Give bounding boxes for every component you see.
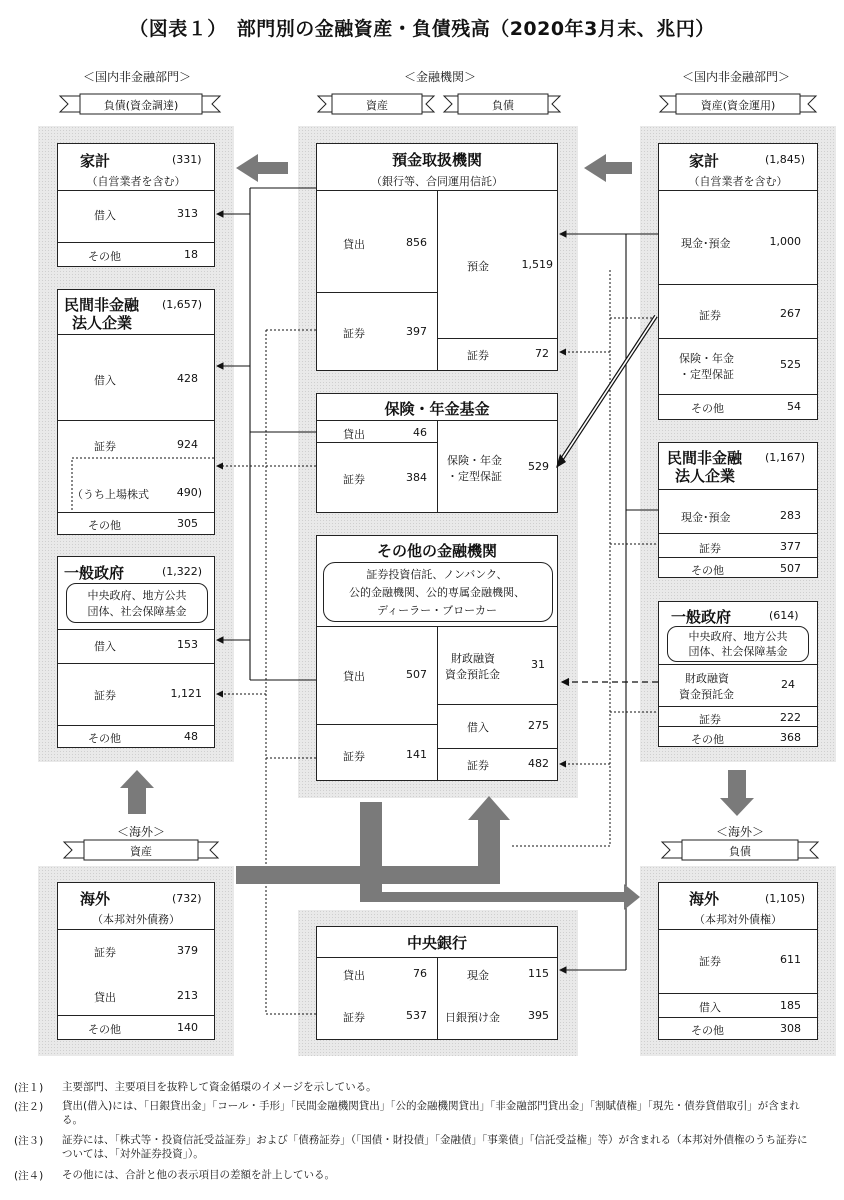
central-bank-asset-value: 537	[406, 1009, 427, 1022]
right-corp-name: 法人企業	[675, 467, 736, 485]
central-bank-asset-label: 証券	[343, 1011, 365, 1024]
overseas-left-group-label: ＜海外＞	[116, 825, 165, 839]
other-fi-liab-label: 借入	[467, 721, 489, 734]
other-fi-liab-value: 31	[531, 658, 545, 671]
banner-right-assets: 資産(資金運用)	[700, 99, 776, 112]
left-gov-item-label: 借入	[94, 640, 116, 653]
other-fi-sub: 公的金融機関、公的専属金融機関、	[349, 586, 525, 599]
other-fi-name: その他の金融機関	[376, 542, 497, 560]
insurance-liab-label: 保険・年金	[447, 454, 502, 467]
right-gov-item-label: その他	[691, 733, 724, 746]
other-fi-liab-label: 財政融資	[451, 652, 495, 665]
right-corp-item-value: 283	[780, 509, 801, 522]
left-gov-item-value: 153	[177, 638, 198, 651]
left-corp-item-value: 490)	[176, 486, 202, 499]
arrow-up-icon	[468, 796, 510, 820]
right-corp-item-value: 377	[780, 540, 801, 553]
group-label-center: ＜金融機関＞	[403, 70, 476, 84]
left-corp-count: (1,657)	[162, 298, 203, 311]
bank-liab-label: 証券	[467, 349, 489, 362]
left-corp-name: 法人企業	[72, 314, 133, 332]
right-corp-item-label: 証券	[699, 542, 721, 555]
insurance-asset-label: 貸出	[343, 428, 365, 441]
right-household-item-label: 現金･預金	[681, 237, 731, 250]
banner-overseas-assets: 資産	[130, 845, 152, 858]
note-label: (注２)	[14, 1101, 44, 1113]
note-text: その他には、合計と他の表示項目の差額を計上している。	[62, 1169, 335, 1181]
central-bank-asset-value: 76	[413, 967, 427, 980]
left-household-item-label: その他	[88, 250, 121, 263]
right-overseas-item-label: その他	[691, 1024, 724, 1037]
overseas-right-group-label: ＜海外＞	[715, 825, 764, 839]
left-corp-item-value: 305	[177, 517, 198, 530]
right-overseas-sub: （本邦対外債権）	[694, 913, 782, 926]
right-overseas-item-label: 証券	[699, 955, 721, 968]
right-household-item-label: その他	[691, 402, 724, 415]
right-overseas-item-label: 借入	[699, 1001, 721, 1014]
central-bank-asset-label: 貸出	[343, 969, 365, 982]
bank-name: 預金取扱機関	[391, 151, 482, 169]
left-overseas-item-label: 貸出	[94, 991, 116, 1004]
left-overseas-item-value: 140	[177, 1021, 198, 1034]
left-overseas-sub: （本邦対外債務）	[92, 913, 180, 926]
arrow-down-icon	[720, 770, 754, 816]
bank-liab-value: 72	[535, 347, 549, 360]
arrow-up-icon	[120, 770, 154, 814]
right-overseas-name: 海外	[689, 890, 720, 908]
note-text: 貸出(借入)には、「日銀貸出金」「コール・手形」「民間金融機関貸出」「公的金融機関貸出」「非金融部門貸出金」「割賦債権」「現先・債券貸借取引」が含まれる。	[62, 1100, 800, 1126]
note-label: (注１)	[14, 1082, 44, 1094]
right-corp-item-label: その他	[691, 564, 724, 577]
other-fi-sub: 証券投資信託、ノンバンク、	[366, 568, 508, 581]
right-household-name: 家計	[689, 152, 720, 170]
right-corp-item-label: 現金･預金	[681, 511, 731, 524]
group-label-right: ＜国内非金融部門＞	[681, 70, 790, 84]
left-overseas-item-label: その他	[88, 1023, 121, 1036]
left-overseas-item-label: 証券	[94, 946, 116, 959]
left-overseas-item-value: 213	[177, 989, 198, 1002]
left-corp-item-label: （うち上場株式	[72, 488, 149, 501]
left-corp-item-label: 借入	[94, 374, 116, 387]
left-overseas-count: (732)	[172, 892, 202, 905]
insurance-liab-value: 529	[528, 460, 549, 473]
other-fi-liab-value: 482	[528, 757, 549, 770]
right-household-count: (1,845)	[765, 153, 806, 166]
left-household-item-value: 18	[184, 248, 198, 261]
left-household-sub: （自営業者を含む）	[86, 175, 186, 188]
note-text: 主要部門、主要項目を抜粋して資金循環のイメージを示している。	[62, 1081, 377, 1093]
right-gov-item-value: 368	[780, 731, 801, 744]
left-household-item-value: 313	[177, 207, 198, 220]
right-overseas-item-value: 611	[780, 953, 801, 966]
note-label: (注３)	[14, 1135, 44, 1147]
central-bank-liab-value: 115	[528, 967, 549, 980]
right-gov-item-value: 222	[780, 711, 801, 724]
insurance-name: 保険・年金基金	[384, 400, 490, 418]
right-gov-item-label: 証券	[699, 713, 721, 726]
central-bank-liab-label: 現金	[467, 969, 489, 982]
other-fi-liab-value: 275	[528, 719, 549, 732]
right-gov-item-label: 資金預託金	[679, 688, 734, 701]
left-overseas-item-value: 379	[177, 944, 198, 957]
left-corp-item-label: その他	[88, 519, 121, 532]
right-corp-item-value: 507	[780, 562, 801, 575]
other-fi-sub: ディーラー・ブローカー	[377, 604, 497, 617]
right-household-item-value: 1,000	[769, 235, 801, 248]
right-household-item-label: 証券	[699, 309, 721, 322]
bank-liab-label: 預金	[467, 260, 489, 273]
right-gov-item-value: 24	[781, 678, 795, 691]
arrow-left-icon	[584, 154, 632, 182]
central-bank-liab-value: 395	[528, 1009, 549, 1022]
left-overseas-name: 海外	[80, 890, 111, 908]
left-household-item-label: 借入	[94, 209, 116, 222]
right-gov-name: 一般政府	[671, 608, 732, 626]
banner-overseas-liabilities: 負債	[729, 845, 751, 858]
group-label-left: ＜国内非金融部門＞	[82, 70, 191, 84]
other-fi-asset-value: 141	[406, 748, 427, 761]
arrow-left-icon	[236, 154, 288, 182]
left-gov-item-label: その他	[88, 732, 121, 745]
note-text: 証券には、「株式等・投資信託受益証券」および「債務証券」（「国債・財投債」「金融債」「事業債」「信託受益権」等）が含まれる（本邦対外債権のうち証券については、「対外証券投資」）。	[62, 1134, 808, 1160]
bank-asset-value: 856	[406, 236, 427, 249]
right-household-item-value: 54	[787, 400, 801, 413]
banner-left-liabilities: 負債(資金調達)	[103, 99, 179, 112]
right-corp-count: (1,167)	[765, 451, 806, 464]
other-fi-liab-label: 証券	[467, 759, 489, 772]
central-bank-liab-label: 日銀預け金	[445, 1011, 500, 1024]
page-title: （図表１） 部門別の金融資産・負債残高（2020年3月末、兆円）	[129, 18, 715, 40]
banner-center-assets: 資産	[366, 99, 388, 112]
insurance-asset-value: 384	[406, 471, 427, 484]
insurance-liab-label: ・定型保証	[447, 470, 502, 483]
bank-asset-value: 397	[406, 325, 427, 338]
left-corp-item-value: 924	[177, 438, 198, 451]
left-household-count: (331)	[172, 153, 202, 166]
other-fi-asset-value: 507	[406, 668, 427, 681]
other-fi-asset-label: 証券	[343, 750, 365, 763]
right-overseas-item-value: 185	[780, 999, 801, 1012]
left-corp-item-value: 428	[177, 372, 198, 385]
other-fi-liab-label: 資金預託金	[445, 668, 500, 681]
right-household-item-value: 267	[780, 307, 801, 320]
left-gov-item-label: 証券	[94, 689, 116, 702]
right-gov-sub: 中央政府、地方公共	[688, 630, 788, 643]
left-gov-item-value: 1,121	[170, 687, 202, 700]
left-gov-sub: 中央政府、地方公共	[87, 589, 187, 602]
right-household-item-label: ・定型保証	[679, 368, 734, 381]
insurance-asset-label: 証券	[343, 473, 365, 486]
left-gov-count: (1,322)	[162, 565, 203, 578]
bank-asset-label: 証券	[343, 327, 365, 340]
central-bank-name: 中央銀行	[406, 934, 467, 952]
right-household-sub: （自営業者を含む）	[688, 175, 788, 188]
right-corp-name: 民間非金融	[667, 449, 743, 467]
right-overseas-count: (1,105)	[765, 892, 806, 905]
left-household-name: 家計	[80, 152, 111, 170]
left-corp-item-label: 証券	[94, 440, 116, 453]
left-corp-name: 民間非金融	[64, 296, 140, 314]
right-household-item-label: 保険・年金	[679, 352, 734, 365]
right-gov-count: (614)	[769, 609, 799, 622]
right-gov-sub: 団体、社会保障基金	[688, 645, 788, 658]
note-label: (注４)	[14, 1170, 44, 1182]
banner-center-liabilities: 負債	[492, 99, 514, 112]
bank-asset-label: 貸出	[343, 238, 365, 251]
right-household-item-value: 525	[780, 358, 801, 371]
left-gov-name: 一般政府	[64, 564, 125, 582]
other-fi-asset-label: 貸出	[343, 670, 365, 683]
insurance-asset-value: 46	[413, 426, 427, 439]
bank-sub: （銀行等、合同運用信託）	[371, 175, 503, 188]
right-gov-item-label: 財政融資	[685, 672, 729, 685]
bank-liab-value: 1,519	[521, 258, 553, 271]
right-overseas-item-value: 308	[780, 1022, 801, 1035]
left-gov-sub: 団体、社会保障基金	[87, 605, 187, 618]
left-gov-item-value: 48	[184, 730, 198, 743]
